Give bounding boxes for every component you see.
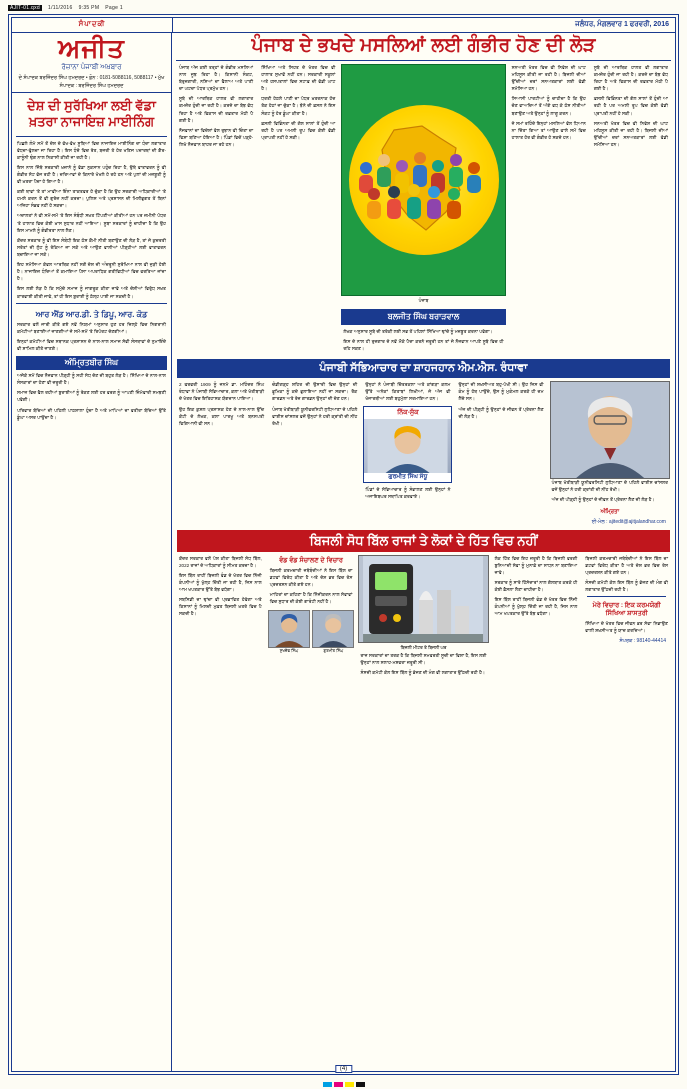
masthead-logo-box xyxy=(12,32,171,93)
main-para: ਸੂਬੇ ਦੀ ਆਰਥਿਕ ਹਾਲਤ ਵੀ ਲਗਾਤਾਰ ਕਮਜ਼ੋਰ ਹੁੰਦੀ ਜਾ ਰਹੀ ਹੈ। ਕਰਜ਼ੇ ਦਾ ਬੋਝ ਵੱਧ ਰਿਹਾ ਹੈ ਅਤੇ ਵਿਕਾਸ ਦੀ ਰਫ਼ਤਾਰ ਮੱਠੀ ਪੈ ਗਈ ਹੈ। xyxy=(593,64,669,92)
electric-meter-and-plant-illustration xyxy=(359,556,487,642)
color-bar-cyan xyxy=(323,1082,332,1087)
power-para: ਸੰਸਦੀ ਕਮੇਟੀ ਕੋਲ ਇਸ ਬਿੱਲ ਨੂੰ ਭੇਜਣ ਦੀ ਮੰਗ ਵੀ ਲਗਾਤਾਰ ਉੱਠਦੀ ਰਹੀ ਹੈ। xyxy=(585,579,669,592)
left-box2-body xyxy=(12,372,171,421)
power-para: ਬਿਜਲੀ ਕਰਮਚਾਰੀ ਜਥੇਬੰਦੀਆਂ ਨੇ ਇਸ ਬਿੱਲ ਦਾ ਡਟਵਾਂ ਵਿਰੋਧ ਕੀਤਾ ਹੈ ਅਤੇ ਦੇਸ਼ ਭਰ ਵਿਚ ਰੋਸ ਪ੍ਰਦਰਸ਼ਨ ਕੀਤੇ ਗਏ ਹਨ। xyxy=(269,567,353,587)
author-name-bar: ਬਲਜੀਤ ਸਿੰਘ ਬਰਾੜਵਾਲ xyxy=(341,309,505,325)
power-headline: ਬਿਜਲੀ ਸੋਧ ਬਿੱਲ ਰਾਜਾਂ ਤੇ ਲੋਕਾਂ ਦੇ ਹਿੱਤ ਵਿਚ ਨਹੀਂ xyxy=(177,530,670,552)
main-story-grid xyxy=(172,64,675,355)
author-photo-row xyxy=(268,608,355,655)
power-para: ਸਬਸਿਡੀ ਦਾ ਢਾਂਚਾ ਵੀ ਪ੍ਰਭਾਵਿਤ ਹੋਵੇਗਾ ਅਤੇ ਕਿਸਾਨਾਂ ਨੂੰ ਮਿਲਦੀ ਮੁਫ਼ਤ ਬਿਜਲੀ ਖ਼ਤਰੇ ਵਿਚ ਪੈ ਸਕਦੀ ਹੈ। xyxy=(179,597,262,617)
print-time: 9:35 PM xyxy=(78,5,100,11)
culture-byline-email: ਈ-ਮੇਲ : ajitedit@ajitjalandhar.com xyxy=(591,518,666,525)
power-para: ਮਾਹਿਰਾਂ ਦਾ ਕਹਿਣਾ ਹੈ ਕਿ ਨਿੱਜੀਕਰਨ ਨਾਲ ਸੇਵਾਵਾਂ ਵਿਚ ਸੁਧਾਰ ਦੀ ਕੋਈ ਗਾਰੰਟੀ ਨਹੀਂ ਹੈ। xyxy=(269,591,353,604)
divider xyxy=(16,136,167,137)
author-para: ਲੇਖਕ ਅਨੁਸਾਰ ਸੂਬੇ ਦੀ ਤਰੱਕੀ ਲਈ ਸਭ ਤੋਂ ਪਹਿਲਾਂ ਸਿੱਖਿਆ ਢਾਂਚੇ ਨੂੰ ਮਜ਼ਬੂਤ ਕਰਨਾ ਪਵੇਗਾ। xyxy=(343,328,493,334)
culture-para: ਅੱਜ ਦੀ ਪੀੜ੍ਹੀ ਨੂੰ ਉਨ੍ਹਾਂ ਦੇ ਜੀਵਨ ਤੋਂ ਪ੍ਰੇਰਨਾ ਲੈਣ ਦੀ ਲੋੜ ਹੈ। xyxy=(458,406,544,419)
main-col-1 xyxy=(177,64,255,355)
editorial-para: ਪਿਛਲੇ ਲੰਮੇ ਸਮੇਂ ਤੋਂ ਦੇਸ਼ ਦੇ ਵੱਖ-ਵੱਖ ਸੂਬਿਆਂ ਵਿਚ ਨਾਜਾਇਜ਼ ਮਾਈਨਿੰਗ ਦਾ ਧੰਦਾ ਲਗਾਤਾਰ ਵੱਧਦਾ-ਫੁੱਲਦਾ ਜਾ ਰਿਹਾ ਹੈ। ਇਸ ਧੰਦੇ ਵਿਚ ਰੇਤ, ਬਜਰੀ ਤੇ ਹੋਰ ਖਣਿਜ ਪਦਾਰਥਾਂ ਦੀ ਗ਼ੈਰ-ਕਾਨੂੰਨੀ ਢੰਗ ਨਾਲ ਨਿਕਾਸੀ ਕੀਤੀ ਜਾ ਰਹੀ ਹੈ। xyxy=(17,140,166,160)
power-col-photo xyxy=(358,555,488,679)
culture-col-3 xyxy=(363,381,452,525)
main-para: ਫ਼ਸਲੀ ਵਿਭਿੰਨਤਾ ਦੀ ਗੱਲ ਸਾਲਾਂ ਤੋਂ ਹੁੰਦੀ ਆ ਰਹੀ ਹੈ ਪਰ ਅਮਲੀ ਰੂਪ ਵਿਚ ਕੋਈ ਵੱਡੀ ਪ੍ਰਾਪਤੀ ਨਹੀਂ ਹੋ ਸਕੀ। xyxy=(261,120,336,140)
masthead-strip xyxy=(12,18,675,33)
culture-para: ਪੰਜਾਬ ਖੇਤੀਬਾੜੀ ਯੂਨੀਵਰਸਿਟੀ ਲੁਧਿਆਣਾ ਦੇ ਪਹਿਲੇ ਵਾਈਸ ਚਾਂਸਲਰ ਵਜੋਂ ਉਨ੍ਹਾਂ ਨੇ ਹਰੀ ਕ੍ਰਾਂਤੀ ਦੀ ਨੀਂਹ ਰੱਖੀ। xyxy=(551,480,668,493)
editorial-para: ਕੇਂਦਰ ਸਰਕਾਰ ਨੂੰ ਵੀ ਇਸ ਸੰਬੰਧੀ ਇਕ ਠੋਸ ਕੌਮੀ ਨੀਤੀ ਬਣਾਉਣ ਦੀ ਲੋੜ ਹੈ, ਤਾਂ ਜੋ ਕੁਦਰਤੀ ਸਰੋਤਾਂ ਦੀ ਲੁੱਟ ਨੂੰ ਰੋਕਿਆ ਜਾ ਸਕੇ ਅਤੇ ਆਉਣ ਵਾਲੀਆਂ ਪੀੜ੍ਹੀਆਂ ਲਈ ਵਾਤਾਵਰਨ ਬਚਾਇਆ ਜਾ ਸਕੇ। xyxy=(17,237,166,258)
author-para: ਇਸ ਦੇ ਨਾਲ ਹੀ ਰੁਜ਼ਗਾਰ ਦੇ ਨਵੇਂ ਮੌਕੇ ਪੈਦਾ ਕਰਨੇ ਜ਼ਰੂਰੀ ਹਨ ਤਾਂ ਜੋ ਨੌਜਵਾਨ ਆਪਣੇ ਸੂਬੇ ਵਿਚ ਹੀ ਰਹਿ ਸਕਣ। xyxy=(343,339,504,352)
contact-info: ਸੰਪਰਕ : 98140-44414 xyxy=(619,638,667,645)
page-number: (4) xyxy=(335,1065,352,1073)
main-artwork-col xyxy=(341,64,505,355)
main-para: ਧਰਤੀ ਹੇਠਲੇ ਪਾਣੀ ਦਾ ਪੱਧਰ ਖ਼ਤਰਨਾਕ ਹੱਦ ਤੱਕ ਹੇਠਾਂ ਜਾ ਚੁੱਕਾ ਹੈ। ਝੋਨੇ ਦੀ ਫ਼ਸਲ ਨੇ ਇਸ ਸੰਕਟ ਨੂੰ ਹੋਰ ਡੂੰਘਾ ਕੀਤਾ ਹੈ। xyxy=(261,96,336,116)
main-para: ਪੰਜਾਬ ਅੱਜ ਕਈ ਤਰ੍ਹਾਂ ਦੇ ਗੰਭੀਰ ਮਸਲਿਆਂ ਨਾਲ ਜੂਝ ਰਿਹਾ ਹੈ। ਕਿਸਾਨੀ ਸੰਕਟ, ਬੇਰੁਜ਼ਗਾਰੀ, ਨਸ਼ਿਆਂ ਦਾ ਫੈਲਾਅ ਅਤੇ ਪਾਣੀ ਦਾ ਘਟਦਾ ਪੱਧਰ ਪ੍ਰਮੁੱਖ ਹਨ। xyxy=(179,64,254,92)
culture-byline: ਅੰਮ੍ਰਿਤਾ xyxy=(600,508,620,515)
culture-col-2 xyxy=(270,381,359,525)
main-col-4 xyxy=(592,64,670,355)
editorial-para: ਇਸ ਲਈ ਲੋੜ ਹੈ ਕਿ ਸਮੁੱਚੇ ਸਮਾਜ ਨੂੰ ਜਾਗਰੂਕ ਕੀਤਾ ਜਾਵੇ ਅਤੇ ਦੋਸ਼ੀਆਂ ਵਿਰੁੱਧ ਸਖ਼ਤ ਕਾਰਵਾਈ ਕੀਤੀ ਜਾਵੇ, ਤਾਂ ਹੀ ਇਸ ਬੁਰਾਈ ਨੂੰ ਠੱਲ੍ਹ ਪਾਈ ਜਾ ਸਕਦੀ ਹੈ। xyxy=(17,286,166,299)
left-box2-title: ਅੰਮ੍ਰਿਤਬੀਰ ਸਿੰਘ xyxy=(16,356,167,370)
author-portrait-illustration xyxy=(269,611,309,647)
main-column xyxy=(172,32,675,1071)
main-col-2 xyxy=(259,64,337,355)
editorial-column xyxy=(12,32,172,1071)
main-para: ਫ਼ਸਲੀ ਵਿਭਿੰਨਤਾ ਦੀ ਗੱਲ ਸਾਲਾਂ ਤੋਂ ਹੁੰਦੀ ਆ ਰਹੀ ਹੈ ਪਰ ਅਮਲੀ ਰੂਪ ਵਿਚ ਕੋਈ ਵੱਡੀ ਪ੍ਰਾਪਤੀ ਨਹੀਂ ਹੋ ਸਕੀ। xyxy=(593,96,669,116)
left-box1-para: ਸਰਕਾਰ ਵਲੋਂ ਜਾਰੀ ਕੀਤੇ ਗਏ ਨਵੇਂ ਨਿਯਮਾਂ ਅਨੁਸਾਰ ਹੁਣ ਹਰ ਜ਼ਿਲ੍ਹੇ ਵਿਚ ਨਿਗਰਾਨੀ ਕਮੇਟੀਆਂ ਬਣਾਈਆਂ ਜਾਣਗੀਆਂ ਜੋ ਸਮੇਂ-ਸਮੇਂ 'ਤੇ ਰਿਪੋਰਟ ਦੇਣਗੀਆਂ। xyxy=(17,321,166,334)
power-para: ਇਸ ਬਿੱਲ ਰਾਹੀਂ ਬਿਜਲੀ ਵੰਡ ਦੇ ਖੇਤਰ ਵਿਚ ਨਿੱਜੀ ਕੰਪਨੀਆਂ ਨੂੰ ਖੁੱਲ੍ਹ ਦਿੱਤੀ ਜਾ ਰਹੀ ਹੈ, ਜਿਸ ਨਾਲ ਆਮ ਖਪਤਕਾਰ ਉੱਤੇ ਬੋਝ ਵਧੇਗਾ। xyxy=(494,597,578,617)
page-inner xyxy=(11,17,676,1072)
section-label: ਸੰਪਾਦਕੀ xyxy=(12,18,173,32)
culture-inset-portrait xyxy=(363,406,452,483)
power-col-4 xyxy=(583,555,670,679)
color-bar-black xyxy=(356,1082,365,1087)
main-para: ਸੂਬੇ ਦੀ ਆਰਥਿਕ ਹਾਲਤ ਵੀ ਲਗਾਤਾਰ ਕਮਜ਼ੋਰ ਹੁੰਦੀ ਜਾ ਰਹੀ ਹੈ। ਕਰਜ਼ੇ ਦਾ ਬੋਝ ਵੱਧ ਰਿਹਾ ਹੈ ਅਤੇ ਵਿਕਾਸ ਦੀ ਰਫ਼ਤਾਰ ਮੱਠੀ ਪੈ ਗਈ ਹੈ। xyxy=(179,96,254,123)
author-portrait-illustration xyxy=(313,611,353,647)
editorial-para: ਕਈ ਥਾਵਾਂ 'ਤੇ ਤਾਂ ਮਾਫੀਆ ਇੰਨਾ ਤਾਕਤਵਰ ਹੋ ਚੁੱਕਾ ਹੈ ਕਿ ਉਹ ਸਰਕਾਰੀ ਅਧਿਕਾਰੀਆਂ 'ਤੇ ਹਮਲੇ ਕਰਨ ਤੋਂ ਵੀ ਗੁਰੇਜ਼ ਨਹੀਂ ਕਰਦਾ। ਪੁਲਿਸ ਅਤੇ ਪ੍ਰਸ਼ਾਸਨ ਦੀ ਮਿਲੀਭੁਗਤ ਤੋਂ ਬਿਨਾਂ ਅਜਿਹਾ ਸੰਭਵ ਨਹੀਂ ਹੋ ਸਕਦਾ। xyxy=(17,189,166,209)
culture-para: ਉਨ੍ਹਾਂ ਦੀ ਸ਼ਖ਼ਸੀਅਤ ਬਹੁ-ਪੱਖੀ ਸੀ। ਉਹ ਜਿਸ ਵੀ ਕੰਮ ਨੂੰ ਹੱਥ ਪਾਉਂਦੇ, ਉਸ ਨੂੰ ਮੁਕੰਮਲ ਕਰਕੇ ਹੀ ਦਮ ਲੈਂਦੇ ਸਨ। xyxy=(458,382,544,402)
left-box2-para: ਪਰਿਵਾਰ ਬੱਚਿਆਂ ਦੀ ਪਹਿਲੀ ਪਾਠਸ਼ਾਲਾ ਹੁੰਦਾ ਹੈ ਅਤੇ ਮਾਪਿਆਂ ਦਾ ਵਤੀਰਾ ਬੱਚਿਆਂ ਉੱਤੇ ਡੂੰਘਾ ਅਸਰ ਪਾਉਂਦਾ ਹੈ। xyxy=(17,407,166,420)
print-page-word: Page 1 xyxy=(105,5,123,11)
editor-meta: ਦੇ ਸੰਪਾਦਕ ਬਰਜਿੰਦਰ ਸਿੰਘ ਹਮਦਰਦ • ਫ਼ੋਨ : 0181-5088116, 5088117 • ਮੁੱਖ ਸੰਪਾਦਕ : ਬਰਜਿੰਦਰ ਸਿੰਘ ਹਮਦਰਦ xyxy=(18,75,165,89)
power-col-1 xyxy=(177,555,264,679)
power-para: ਸਰਕਾਰ ਨੂੰ ਸਾਰੇ ਹਿੱਸੇਦਾਰਾਂ ਨਾਲ ਗੱਲਬਾਤ ਕਰਕੇ ਹੀ ਕੋਈ ਫ਼ੈਸਲਾ ਲੈਣਾ ਚਾਹੀਦਾ ਹੈ। xyxy=(494,579,578,592)
culture-col-1 xyxy=(177,381,266,525)
inset-name: ਗੁਰਮੀਤ ਸਿੰਘ ਸੰਧੂ xyxy=(388,473,428,480)
culture-para: ਉਨ੍ਹਾਂ ਨੇ ਪੰਜਾਬੀ ਚਿੱਤਰਕਲਾ ਅਤੇ ਕਾਂਗੜਾ ਕਲਮ ਉੱਤੇ ਅਨੇਕਾਂ ਕਿਤਾਬਾਂ ਲਿਖੀਆਂ, ਜੋ ਅੱਜ ਵੀ ਖੋਜਾਰਥੀਆਂ ਲਈ ਬਹੁਮੁੱਲਾ ਸਰਮਾਇਆ ਹਨ। xyxy=(365,382,451,402)
print-file-name: AJIT-01.qxd xyxy=(10,5,40,11)
editorial-para: ਅਦਾਲਤਾਂ ਨੇ ਵੀ ਸਮੇਂ-ਸਮੇਂ 'ਤੇ ਇਸ ਸੰਬੰਧੀ ਸਖ਼ਤ ਟਿੱਪਣੀਆਂ ਕੀਤੀਆਂ ਹਨ ਪਰ ਜ਼ਮੀਨੀ ਪੱਧਰ 'ਤੇ ਹਾਲਾਤ ਵਿਚ ਕੋਈ ਖ਼ਾਸ ਸੁਧਾਰ ਨਹੀਂ ਆਇਆ। ਸੂਬਾ ਸਰਕਾਰਾਂ ਨੂੰ ਚਾਹੀਦਾ ਹੈ ਕਿ ਉਹ ਇਸ ਮਾਮਲੇ ਨੂੰ ਗੰਭੀਰਤਾ ਨਾਲ ਲੈਣ। xyxy=(17,213,166,233)
punjab-map-illustration xyxy=(341,64,505,296)
author-photo-1 xyxy=(268,610,310,653)
divider xyxy=(176,60,671,61)
power-subhead-2: ਵੰਡ ਵੰਡ ਸੰਚਾਲਣ ਦੇ ਵਿਚਾਰ xyxy=(279,556,343,564)
art-caption: ਪੰਜਾਬ xyxy=(418,297,429,303)
inset-label: ਨਿੱਕ-ਸੁੱਕ xyxy=(397,408,419,416)
culture-para: ਪਿੰਡਾਂ ਦੇ ਸੱਭਿਆਚਾਰ ਨੂੰ ਸੰਭਾਲਣ ਲਈ ਉਨ੍ਹਾਂ ਨੇ ਅਜਾਇਬਘਰ ਸਥਾਪਿਤ ਕਰਵਾਏ। xyxy=(365,486,451,499)
small-story-text: ਸਿੱਖਿਆ ਦੇ ਖੇਤਰ ਵਿਚ ਜੀਵਨ ਭਰ ਸੇਵਾ ਨਿਭਾਉਣ ਵਾਲੀ ਸ਼ਖ਼ਸੀਅਤ ਨੂੰ ਯਾਦ ਕਰਦਿਆਂ। xyxy=(585,621,669,634)
randhawa-portrait-illustration xyxy=(551,382,669,478)
ajit-logo: ਅਜੀਤ xyxy=(58,34,125,63)
main-para: ਜੇ ਸਮਾਂ ਰਹਿੰਦੇ ਇਨ੍ਹਾਂ ਮਸਲਿਆਂ ਵੱਲ ਧਿਆਨ ਨਾ ਦਿੱਤਾ ਗਿਆ ਤਾਂ ਆਉਣ ਵਾਲੇ ਸਮੇਂ ਵਿਚ ਹਾਲਾਤ ਹੋਰ ਵੀ ਗੰਭੀਰ ਹੋ ਸਕਦੇ ਹਨ। xyxy=(511,120,586,140)
culture-para: ਚੰਡੀਗੜ੍ਹ ਸ਼ਹਿਰ ਦੀ ਉਸਾਰੀ ਵਿਚ ਉਨ੍ਹਾਂ ਦੀ ਭੂਮਿਕਾ ਨੂੰ ਕਦੇ ਭੁਲਾਇਆ ਨਹੀਂ ਜਾ ਸਕਦਾ। ਰੌਕ ਗਾਰਡਨ ਅਤੇ ਰੋਜ਼ ਗਾਰਡਨ ਉਨ੍ਹਾਂ ਦੀ ਦੇਣ ਹਨ। xyxy=(272,382,358,402)
main-para: ਨੌਜਵਾਨਾਂ ਦਾ ਵਿਦੇਸ਼ਾਂ ਵੱਲ ਰੁਝਾਨ ਵੀ ਚਿੰਤਾ ਦਾ ਵਿਸ਼ਾ ਬਣਿਆ ਹੋਇਆ ਹੈ। ਪਿੰਡਾਂ ਵਿਚੋਂ ਪੜ੍ਹੇ-ਲਿਖੇ ਨੌਜਵਾਨ ਬਾਹਰ ਜਾ ਰਹੇ ਹਨ। xyxy=(179,127,254,147)
power-col-2 xyxy=(268,555,355,679)
left-box1-body xyxy=(12,321,171,352)
power-para: ਲੋਕ ਹਿੱਤ ਵਿਚ ਇਹ ਜ਼ਰੂਰੀ ਹੈ ਕਿ ਬਿਜਲੀ ਵਰਗੀ ਬੁਨਿਆਦੀ ਸੇਵਾ ਨੂੰ ਮੁਨਾਫ਼ੇ ਦਾ ਸਾਧਨ ਨਾ ਬਣਾਇਆ ਜਾਵੇ। xyxy=(494,555,578,575)
author-photo-2 xyxy=(312,610,354,653)
culture-headline: ਪੰਜਾਬੀ ਸੱਭਿਆਚਾਰ ਦਾ ਸ਼ਾਹਜਹਾਨ ਐਮ.ਐਸ. ਰੰਧਾਵਾ xyxy=(177,359,670,378)
editorial-para: ਇਹ ਸਮੱਸਿਆ ਕੇਵਲ ਆਰਥਿਕ ਨਹੀਂ ਸਗੋਂ ਦੇਸ਼ ਦੀ ਅੰਦਰੂਨੀ ਸੁਰੱਖਿਆ ਨਾਲ ਵੀ ਜੁੜੀ ਹੋਈ ਹੈ। ਨਾਜਾਇਜ਼ ਧੰਦਿਆਂ ਤੋਂ ਕਮਾਇਆ ਪੈਸਾ ਅਪਰਾਧਿਕ ਗਤੀਵਿਧੀਆਂ ਵਿਚ ਵਰਤਿਆ ਜਾਂਦਾ ਹੈ। xyxy=(17,262,166,282)
divider xyxy=(16,303,167,304)
color-bar-yellow xyxy=(345,1082,354,1087)
main-para: ਸਨਅਤੀ ਖੇਤਰ ਵਿਚ ਵੀ ਨਿਵੇਸ਼ ਦੀ ਘਾਟ ਮਹਿਸੂਸ ਕੀਤੀ ਜਾ ਰਹੀ ਹੈ। ਬਿਜਲੀ ਦੀਆਂ ਉੱਚੀਆਂ ਦਰਾਂ ਸਨਅਤਕਾਰਾਂ ਲਈ ਵੱਡੀ ਸਮੱਸਿਆ ਹਨ। xyxy=(511,64,586,92)
small-story-headline: ਮੇਰੇ ਵਿਚਾਰ : ਇਕ ਕਰਮਯੋਗੀ ਸਿੱਖਿਆ ਸ਼ਾਸਤਰੀ xyxy=(592,602,661,618)
power-para: ਬਿਜਲੀ ਕਰਮਚਾਰੀ ਜਥੇਬੰਦੀਆਂ ਨੇ ਇਸ ਬਿੱਲ ਦਾ ਡਟਵਾਂ ਵਿਰੋਧ ਕੀਤਾ ਹੈ ਅਤੇ ਦੇਸ਼ ਭਰ ਵਿਚ ਰੋਸ ਪ੍ਰਦਰਸ਼ਨ ਕੀਤੇ ਗਏ ਹਨ। xyxy=(585,555,669,575)
power-col-3 xyxy=(493,555,580,679)
power-photo-caption: ਬਿਜਲੀ ਮੀਟਰ ਤੇ ਬਿਜਲੀ ਘਰ xyxy=(400,644,447,650)
randhawa-photo xyxy=(550,381,670,479)
culture-col-photo xyxy=(550,381,670,525)
power-para: ਸੰਸਦੀ ਕਮੇਟੀ ਕੋਲ ਇਸ ਬਿੱਲ ਨੂੰ ਭੇਜਣ ਦੀ ਮੰਗ ਵੀ ਲਗਾਤਾਰ ਉੱਠਦੀ ਰਹੀ ਹੈ। xyxy=(360,669,486,675)
power-subhead: ਕੇਂਦਰ ਸਰਕਾਰ ਵਲੋਂ ਪੇਸ਼ ਕੀਤਾ ਬਿਜਲੀ ਸੋਧ ਬਿੱਲ, 2022 ਰਾਜਾਂ ਦੇ ਅਧਿਕਾਰਾਂ ਨੂੰ ਸੀਮਤ ਕਰਦਾ ਹੈ। xyxy=(179,555,262,568)
color-bar-magenta xyxy=(334,1082,343,1087)
power-para: ਰਾਜ ਸਰਕਾਰਾਂ ਦਾ ਤਰਕ ਹੈ ਕਿ ਬਿਜਲੀ ਸਮਵਰਤੀ ਸੂਚੀ ਦਾ ਵਿਸ਼ਾ ਹੈ, ਇਸ ਲਈ ਉਨ੍ਹਾਂ ਨਾਲ ਸਲਾਹ-ਮਸ਼ਵਰਾ ਜ਼ਰੂਰੀ ਸੀ। xyxy=(360,652,487,665)
main-para: ਸਿਆਸੀ ਪਾਰਟੀਆਂ ਨੂੰ ਚਾਹੀਦਾ ਹੈ ਕਿ ਉਹ ਚੋਣ ਵਾਅਦਿਆਂ ਤੋਂ ਅੱਗੇ ਵਧ ਕੇ ਠੋਸ ਨੀਤੀਆਂ ਬਣਾਉਣ ਅਤੇ ਉਨ੍ਹਾਂ ਨੂੰ ਲਾਗੂ ਕਰਨ। xyxy=(511,96,586,116)
author-name: ਗੁਰਮੀਤ ਸਿੰਘ xyxy=(323,648,344,654)
left-box2-para: ਸਮਾਜ ਵਿਚ ਫੈਲ ਰਹੀਆਂ ਬੁਰਾਈਆਂ ਨੂੰ ਰੋਕਣ ਲਈ ਹਰ ਵਰਗ ਨੂੰ ਆਪਣੀ ਜ਼ਿੰਮੇਵਾਰੀ ਸਮਝਣੀ ਪਵੇਗੀ। xyxy=(17,390,166,403)
print-date: 1/11/2016 xyxy=(47,5,73,11)
author-name: ਸੁਖਦੇਵ ਸਿੰਘ xyxy=(279,648,299,654)
portrait-illustration xyxy=(364,419,451,473)
people-crowd-illustration xyxy=(354,142,494,226)
left-box1-para: ਇਨ੍ਹਾਂ ਕਮੇਟੀਆਂ ਵਿਚ ਸਥਾਨਕ ਪ੍ਰਸ਼ਾਸਨ ਦੇ ਨਾਲ-ਨਾਲ ਸਮਾਜ ਸੇਵੀ ਸੰਸਥਾਵਾਂ ਦੇ ਨੁਮਾਇੰਦੇ ਵੀ ਸ਼ਾਮਿਲ ਕੀਤੇ ਜਾਣਗੇ। xyxy=(17,338,166,352)
page-frame xyxy=(8,14,679,1075)
culture-para: 2 ਫਰਵਰੀ 1909 ਨੂੰ ਜਨਮੇ ਡਾ. ਮਹਿੰਦਰ ਸਿੰਘ ਰੰਧਾਵਾ ਨੇ ਪੰਜਾਬੀ ਸੱਭਿਆਚਾਰ, ਕਲਾ ਅਤੇ ਖੇਤੀਬਾੜੀ ਦੇ ਖੇਤਰ ਵਿਚ ਇਤਿਹਾਸਕ ਯੋਗਦਾਨ ਪਾਇਆ। xyxy=(179,382,265,402)
editorial-para: ਇਸ ਨਾਲ ਜਿੱਥੇ ਸਰਕਾਰੀ ਖ਼ਜ਼ਾਨੇ ਨੂੰ ਵੱਡਾ ਨੁਕਸਾਨ ਪਹੁੰਚ ਰਿਹਾ ਹੈ, ਉਥੇ ਵਾਤਾਵਰਨ ਨੂੰ ਵੀ ਗੰਭੀਰ ਸੱਟ ਵੱਜ ਰਹੀ ਹੈ। ਦਰਿਆਵਾਂ ਦੇ ਕਿਨਾਰੇ ਖੋਖਲੇ ਹੋ ਰਹੇ ਹਨ ਅਤੇ ਪੁਲਾਂ ਦੀ ਮਜ਼ਬੂਤੀ ਨੂੰ ਵੀ ਖ਼ਤਰਾ ਪੈਦਾ ਹੋ ਗਿਆ ਹੈ। xyxy=(17,164,166,185)
culture-para: ਪੰਜਾਬ ਖੇਤੀਬਾੜੀ ਯੂਨੀਵਰਸਿਟੀ ਲੁਧਿਆਣਾ ਦੇ ਪਹਿਲੇ ਵਾਈਸ ਚਾਂਸਲਰ ਵਜੋਂ ਉਨ੍ਹਾਂ ਨੇ ਹਰੀ ਕ੍ਰਾਂਤੀ ਦੀ ਨੀਂਹ ਰੱਖੀ। xyxy=(272,406,358,426)
ajit-logo-subtitle: ਰੋਜ਼ਾਨਾ ਪੰਜਾਬੀ ਅਖ਼ਬਾਰ xyxy=(61,64,122,71)
editorial-body xyxy=(12,140,171,300)
main-para: ਸਨਅਤੀ ਖੇਤਰ ਵਿਚ ਵੀ ਨਿਵੇਸ਼ ਦੀ ਘਾਟ ਮਹਿਸੂਸ ਕੀਤੀ ਜਾ ਰਹੀ ਹੈ। ਬਿਜਲੀ ਦੀਆਂ ਉੱਚੀਆਂ ਦਰਾਂ ਸਨਅਤਕਾਰਾਂ ਲਈ ਵੱਡੀ ਸਮੱਸਿਆ ਹਨ। xyxy=(593,120,669,147)
main-para: ਸਿੱਖਿਆ ਅਤੇ ਸਿਹਤ ਦੇ ਖੇਤਰ ਵਿਚ ਵੀ ਹਾਲਾਤ ਸੁਖਾਵੇਂ ਨਹੀਂ ਹਨ। ਸਰਕਾਰੀ ਸਕੂਲਾਂ ਅਤੇ ਹਸਪਤਾਲਾਂ ਵਿਚ ਸਟਾਫ਼ ਦੀ ਵੱਡੀ ਘਾਟ ਹੈ। xyxy=(261,64,336,92)
culture-para: ਉਹ ਇਕ ਕੁਸ਼ਲ ਪ੍ਰਸ਼ਾਸਕ ਹੋਣ ਦੇ ਨਾਲ-ਨਾਲ ਉੱਚ ਕੋਟੀ ਦੇ ਲੇਖਕ, ਕਲਾ ਪਾਰਖੂ ਅਤੇ ਬਨਸਪਤੀ ਵਿਗਿਆਨੀ ਵੀ ਸਨ। xyxy=(179,406,265,426)
culture-grid xyxy=(172,381,675,525)
divider xyxy=(587,596,666,597)
culture-para: ਅੱਜ ਦੀ ਪੀੜ੍ਹੀ ਨੂੰ ਉਨ੍ਹਾਂ ਦੇ ਜੀਵਨ ਤੋਂ ਪ੍ਰੇਰਨਾ ਲੈਣ ਦੀ ਲੋੜ ਹੈ। xyxy=(551,497,655,503)
culture-col-4 xyxy=(456,381,545,525)
left-box1-title: ਆਰ ਐਂਡ ਆਰ.ਡੀ. ਤੇ ਡਿਪੂ, ਆਰ. ਕੋਡ xyxy=(35,309,148,319)
issue-date: ਜਲੰਧਰ, ਮੰਗਲਵਾਰ 1 ਫਰਵਰੀ, 2016 xyxy=(575,21,669,28)
inset-photo xyxy=(364,419,451,473)
print-color-bars xyxy=(323,1082,365,1087)
power-para: ਇਸ ਬਿੱਲ ਰਾਹੀਂ ਬਿਜਲੀ ਵੰਡ ਦੇ ਖੇਤਰ ਵਿਚ ਨਿੱਜੀ ਕੰਪਨੀਆਂ ਨੂੰ ਖੁੱਲ੍ਹ ਦਿੱਤੀ ਜਾ ਰਹੀ ਹੈ, ਜਿਸ ਨਾਲ ਆਮ ਖਪਤਕਾਰ ਉੱਤੇ ਬੋਝ ਵਧੇਗਾ। xyxy=(179,572,262,592)
print-header-bar xyxy=(8,4,679,12)
main-headline: ਪੰਜਾਬ ਦੇ ਭਖਦੇ ਮਸਲਿਆਂ ਲਈ ਗੰਭੀਰ ਹੋਣ ਦੀ ਲੋੜ xyxy=(251,35,596,56)
main-col-3 xyxy=(510,64,588,355)
editorial-headline: ਦੇਸ਼ ਦੀ ਸੁਰੱਖਿਆ ਲਈ ਵੱਡਾ ਖ਼ਤਰਾ ਨਾਜਾਇਜ਼ ਮਾਈਨਿੰਗ xyxy=(27,98,156,130)
power-grid xyxy=(172,555,675,679)
power-photo xyxy=(358,555,488,643)
left-box2-para: ਅਜੋਕੇ ਸਮੇਂ ਵਿਚ ਨੌਜਵਾਨ ਪੀੜ੍ਹੀ ਨੂੰ ਸਹੀ ਸੇਧ ਦੇਣ ਦੀ ਬਹੁਤ ਲੋੜ ਹੈ। ਸਿੱਖਿਆ ਦੇ ਨਾਲ-ਨਾਲ ਸੰਸਕਾਰਾਂ ਦਾ ਹੋਣਾ ਵੀ ਜ਼ਰੂਰੀ ਹੈ। xyxy=(17,373,166,386)
page-body xyxy=(12,32,675,1071)
